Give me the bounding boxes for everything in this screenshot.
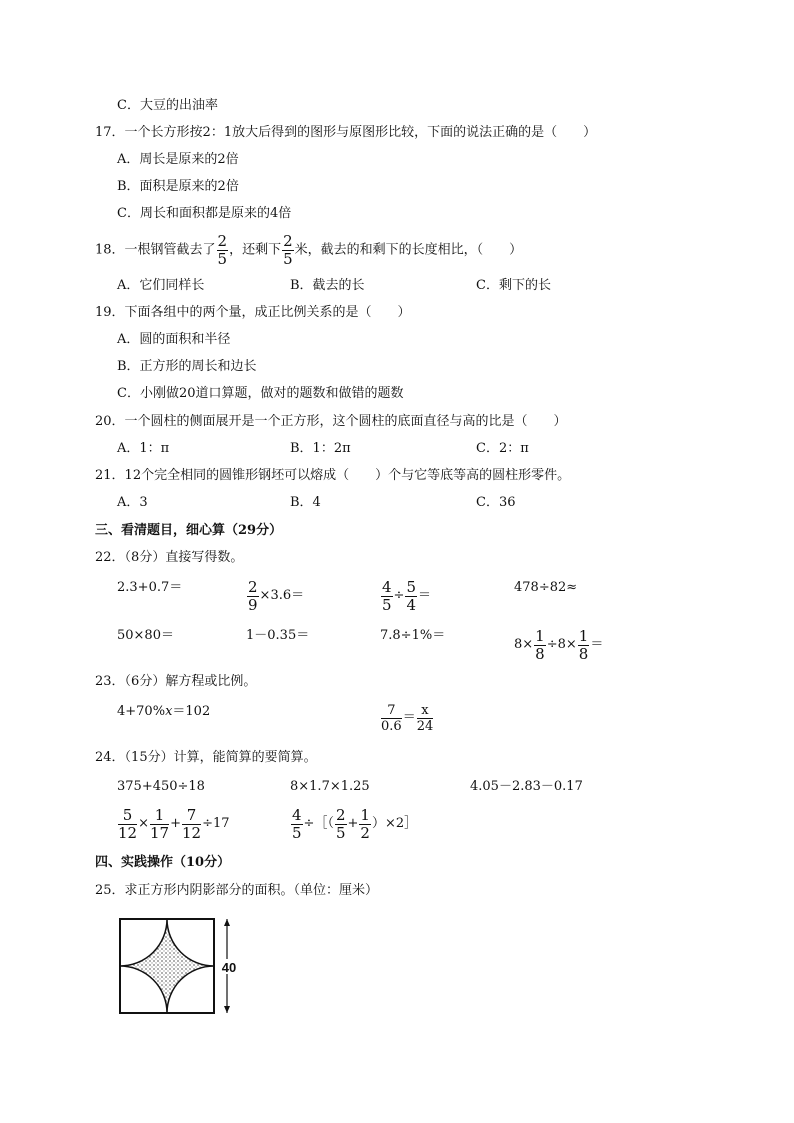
q22-expr-7: 7.8÷1%＝ <box>380 628 446 643</box>
q22-expr-6: 1－0.35＝ <box>246 628 310 643</box>
q20-option-b: B．1：2π <box>290 441 351 456</box>
q19-option-c: C．小刚做20道口算题，做对的题数和做错的题数 <box>117 386 404 401</box>
q21-stem: 21．12个完全相同的圆锥形钢坯可以熔成（ ）个与它等底等高的圆柱形零件。 <box>95 468 571 483</box>
q22-expr-8: 8× $\frac{1}{8}$ ÷8× $\frac{1}{8}$ ＝ <box>514 626 604 663</box>
q22-expr-4: 478÷82≈ <box>514 580 578 595</box>
section-3-heading: 三、看清题目，细心算（29分） <box>95 523 283 538</box>
shaded-square-figure <box>113 912 253 1020</box>
q24-expr-3: 4.05－2.83－0.17 <box>470 779 583 794</box>
section-4-heading: 四、实践操作（10分） <box>95 855 231 870</box>
q24-expr-4: $\frac{5}{12}$ × $\frac{1}{17}$ + $\frac{7}{12}$ ÷17 <box>118 805 230 842</box>
q18-fraction-1: $\frac{2}{5}$ <box>217 232 228 268</box>
q21-option-b: B．4 <box>290 495 321 510</box>
q20-option-c: C．2：π <box>476 441 529 456</box>
q22-expr-1: 2.3+0.7＝ <box>117 580 183 595</box>
q25-stem: 25．求正方形内阴影部分的面积。（单位：厘米） <box>95 883 379 898</box>
q17-option-b: B．面积是原来的2倍 <box>117 179 239 194</box>
q24-expr-1: 375+450÷18 <box>117 779 205 794</box>
q24-expr-5: $\frac{4}{5}$ ÷［（ $\frac{2}{5}$ + $\frac{1}{2}$ ）×2］ <box>292 805 418 842</box>
q18-fraction-2: $\frac{2}{5}$ <box>283 232 293 268</box>
q18-stem <box>95 234 522 267</box>
q18-option-c: C．剩下的长 <box>476 278 551 293</box>
q20-stem: 20．一个圆柱的侧面展开是一个正方形，这个圆柱的底面直径与高的比是（ ） <box>95 414 567 429</box>
q24-expr-2: 8×1.7×1.25 <box>290 779 370 794</box>
q18-text-1: 18．一根钢管截去了 <box>95 242 216 258</box>
q22-expr-5: 50×80＝ <box>117 628 174 643</box>
q21-option-c: C．36 <box>476 495 516 510</box>
q24-stem: 24．（15分）计算，能简算的要简算。 <box>95 750 317 765</box>
q17-option-a: A．周长是原来的2倍 <box>117 152 239 167</box>
q17-stem: 17．一个长方形按2：1放大后得到的图形与原图形比较，下面的说法正确的是（ ） <box>95 125 597 140</box>
q18-option-a: A．它们同样长 <box>117 278 205 293</box>
q22-stem: 22．（8分）直接写得数。 <box>95 550 244 565</box>
q22-expr-3: $\frac{4}{5}$ ÷ $\frac{5}{4}$ ＝ <box>382 577 432 614</box>
q19-option-b: B．正方形的周长和边长 <box>117 359 257 374</box>
q17-option-c: C．周长和面积都是原来的4倍 <box>117 206 292 221</box>
q19-option-a: A．圆的面积和半径 <box>117 332 231 347</box>
q18-text-2: ，还剩下 <box>229 242 282 258</box>
q23-stem: 23．（6分）解方程或比例。 <box>95 674 257 689</box>
q20-option-a: A．1：π <box>117 441 170 456</box>
q18-text-3: 米，截去的和剩下的长度相比，（ ） <box>294 242 523 258</box>
q23-equation-1: 4+70%x＝102 <box>117 704 211 719</box>
q21-option-a: A．3 <box>117 495 148 510</box>
q18-option-b: B．截去的长 <box>290 278 365 293</box>
q23-proportion: $\frac{7}{0.6}$ ＝ $\frac{x}{24}$ <box>381 702 434 734</box>
arrow-down-icon <box>224 1006 230 1013</box>
q16-option-c: C．大豆的出油率 <box>117 98 218 113</box>
q22-expr-2: $\frac{2}{9}$ ×3.6＝ <box>248 577 305 614</box>
arrow-up-icon <box>224 919 230 926</box>
dimension-label: 40 <box>221 960 237 975</box>
q19-stem: 19．下面各组中的两个量，成正比例关系的是（ ） <box>95 305 411 320</box>
